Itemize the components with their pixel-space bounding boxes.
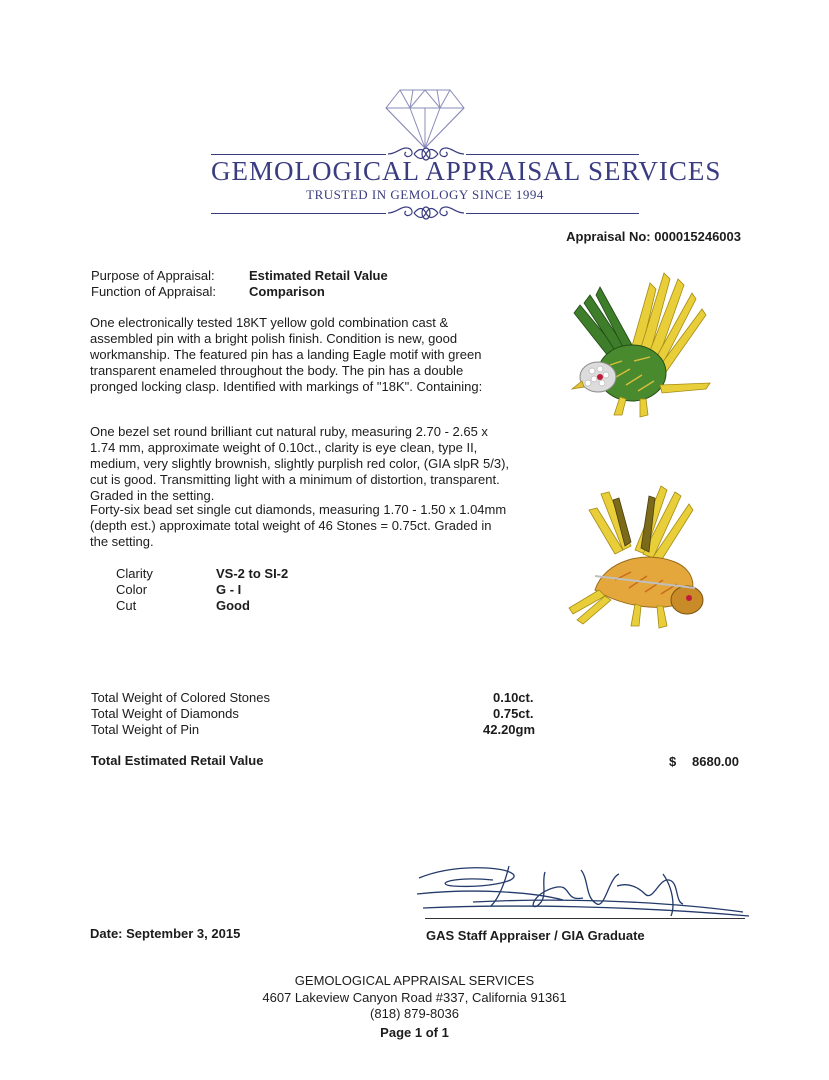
weight-label-pin: Total Weight of Pin	[91, 722, 200, 737]
grade-value-color: G - I	[216, 582, 242, 597]
grade-label-color: Color	[116, 582, 148, 597]
total-amount: 8680.00	[692, 754, 739, 769]
diamond-description: Forty-six bead set single cut diamonds, measuring 1.70 - 1.50 x 1.04mm (depth est.) approximate total weight of 46 Stones = 0.75ct. Graded in the setting.	[90, 502, 507, 549]
grade-value-clarity: VS-2 to SI-2	[216, 566, 289, 581]
footer-phone: (818) 879-8036	[370, 1006, 459, 1021]
diamond-logo-icon	[384, 88, 466, 150]
eagle-pin-back-image	[565, 480, 720, 640]
company-name: GEMOLOGICAL APPRAISAL SERVICES	[211, 156, 722, 186]
weight-value-colored-stones: 0.10ct.	[493, 690, 534, 705]
page-number: Page 1 of 1	[380, 1025, 449, 1040]
header-top-rule	[211, 154, 386, 155]
weight-value-diamonds: 0.75ct.	[493, 706, 534, 721]
header-bottom-rule	[211, 213, 386, 214]
header-bottom-rule	[466, 213, 639, 214]
purpose-value: Estimated Retail Value	[249, 268, 388, 283]
appraiser-signature-image	[413, 858, 753, 922]
signature-title: GAS Staff Appraiser / GIA Graduate	[426, 928, 645, 943]
item-description: One electronically tested 18KT yellow gold combination cast & assembled pin with a bright polish finish. Condition is new, good workmanship. The featured pin has a landing Eagle motif with green transparent enameled throughout the body. The pin has a double pronged locking clasp. Identified with markings of "18K". Containing:	[90, 315, 483, 394]
appraisal-number: Appraisal No: 000015246003	[566, 229, 741, 244]
weight-value-pin: 42.20gm	[483, 722, 536, 737]
signature-line	[425, 918, 745, 919]
header-top-rule	[466, 154, 639, 155]
weight-label-diamonds: Total Weight of Diamonds	[91, 706, 239, 721]
purpose-label: Purpose of Appraisal:	[91, 268, 215, 283]
appraisal-date: Date: September 3, 2015	[90, 926, 241, 941]
ruby-description: One bezel set round brilliant cut natural ruby, measuring 2.70 - 2.65 x 1.74 mm, approximate weight of 0.10ct., clarity is eye clean, type II, medium, very slightly brownish, slightly purplish red color, (GIA slpR 5/3), cut is good. Transmitting light with a minimum of distortion, transparent. Graded in the setting.	[90, 424, 510, 503]
weight-label-colored-stones: Total Weight of Colored Stones	[91, 690, 270, 705]
grade-label-clarity: Clarity	[116, 566, 153, 581]
function-label: Function of Appraisal:	[91, 284, 217, 299]
scroll-ornament-icon	[386, 203, 466, 223]
company-tagline: TRUSTED IN GEMOLOGY SINCE 1994	[306, 187, 544, 202]
eagle-pin-front-image	[560, 265, 720, 435]
function-value: Comparison	[249, 284, 325, 299]
footer-address: 4607 Lakeview Canyon Road #337, California 91361	[262, 990, 567, 1005]
grade-label-cut: Cut	[116, 598, 137, 613]
footer-company: GEMOLOGICAL APPRAISAL SERVICES	[294, 973, 535, 988]
total-currency: $	[669, 754, 677, 769]
total-value-label: Total Estimated Retail Value	[91, 753, 264, 768]
grade-value-cut: Good	[216, 598, 250, 613]
